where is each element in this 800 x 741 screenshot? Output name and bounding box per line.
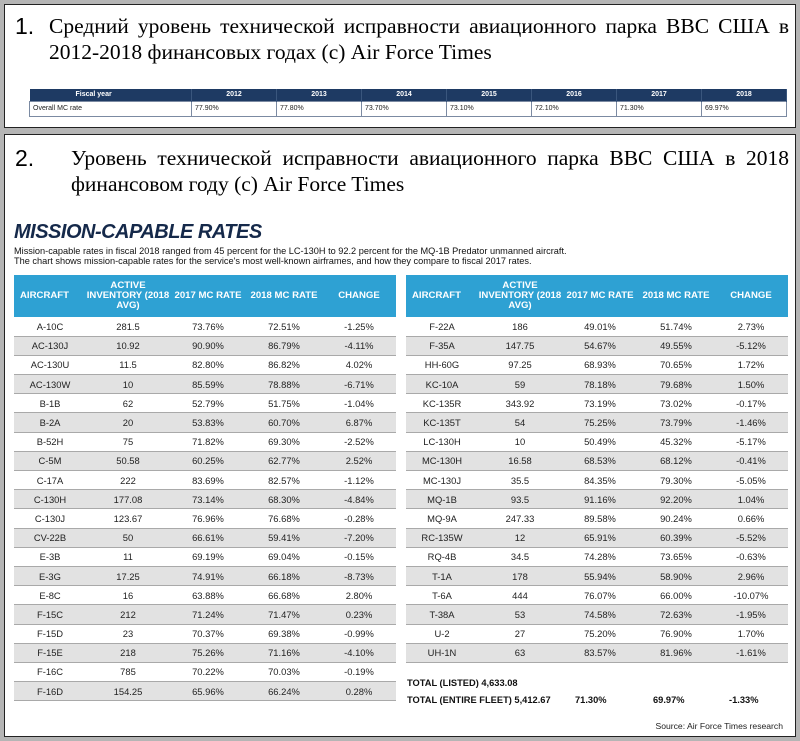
change-cell: -7.20%	[322, 528, 396, 547]
panel-fiscal-years	[4, 4, 796, 128]
table-row	[14, 566, 396, 585]
aircraft-cell: KC-10A	[406, 375, 478, 394]
table-row	[406, 317, 788, 336]
table-row	[14, 336, 396, 355]
inventory-cell: 222	[86, 471, 170, 490]
inventory-cell: 75	[86, 432, 170, 451]
rate-2018-cell: 73.02%	[638, 394, 714, 413]
table-row	[14, 662, 396, 681]
aircraft-cell: E-8C	[14, 586, 86, 605]
rate-2017-cell: 71.24%	[170, 605, 246, 624]
change-cell: -0.41%	[714, 451, 788, 470]
inventory-cell: 147.75	[478, 336, 562, 355]
aircraft-cell: LC-130H	[406, 432, 478, 451]
change-cell: -5.52%	[714, 528, 788, 547]
aircraft-cell: MC-130J	[406, 471, 478, 490]
rate-2018-cell: 81.96%	[638, 643, 714, 662]
change-cell: -0.28%	[322, 509, 396, 528]
fiscal-year-table	[29, 89, 787, 117]
inventory-cell: 218	[86, 643, 170, 662]
col-change: CHANGE	[714, 275, 788, 317]
inventory-cell: 12	[478, 528, 562, 547]
aircraft-cell: F-15E	[14, 643, 86, 662]
table-row	[406, 394, 788, 413]
inventory-cell: 50.58	[86, 451, 170, 470]
rate-2017-cell: 75.25%	[562, 413, 638, 432]
rate-2018-cell: 69.38%	[246, 624, 322, 643]
aircraft-cell: F-15D	[14, 624, 86, 643]
change-cell: -0.15%	[322, 547, 396, 566]
change-cell: 0.28%	[322, 682, 396, 701]
inventory-cell: 154.25	[86, 682, 170, 701]
aircraft-cell: MQ-1B	[406, 490, 478, 509]
mc-rate-value: 73.10%	[447, 101, 532, 116]
aircraft-cell: F-22A	[406, 317, 478, 336]
inventory-cell: 34.5	[478, 547, 562, 566]
change-cell: -1.95%	[714, 605, 788, 624]
inventory-cell: 11.5	[86, 355, 170, 374]
change-cell: -5.12%	[714, 336, 788, 355]
total-fleet-label: TOTAL (ENTIRE FLEET) 5,412.67	[407, 695, 551, 705]
change-cell: 0.23%	[322, 605, 396, 624]
total-listed: TOTAL (LISTED) 4,633.08	[407, 678, 518, 688]
table-row	[406, 566, 788, 585]
aircraft-cell: U-2	[406, 624, 478, 643]
change-cell: 1.72%	[714, 355, 788, 374]
aircraft-cell: F-15C	[14, 605, 86, 624]
aircraft-cell: T-1A	[406, 566, 478, 585]
aircraft-cell: C-5M	[14, 451, 86, 470]
rate-2018-cell: 79.30%	[638, 471, 714, 490]
rate-2018-cell: 72.51%	[246, 317, 322, 336]
table-row	[14, 624, 396, 643]
rate-2018-cell: 68.12%	[638, 451, 714, 470]
source-note: Source: Air Force Times research	[655, 721, 783, 731]
aircraft-cell: A-10C	[14, 317, 86, 336]
mc-table-right-body	[406, 317, 788, 662]
aircraft-cell: E-3G	[14, 566, 86, 585]
mc-rate-value: 69.97%	[702, 101, 787, 116]
rate-2018-cell: 86.82%	[246, 355, 322, 374]
mc-rate-value: 72.10%	[532, 101, 617, 116]
table-row	[14, 451, 396, 470]
change-cell: 4.02%	[322, 355, 396, 374]
change-cell: -5.05%	[714, 471, 788, 490]
table-row	[406, 586, 788, 605]
change-cell: -2.52%	[322, 432, 396, 451]
rate-2017-cell: 91.16%	[562, 490, 638, 509]
section-1-number: 1.	[15, 13, 35, 39]
section-1-heading	[5, 13, 789, 65]
change-cell: -5.17%	[714, 432, 788, 451]
aircraft-cell: F-16C	[14, 662, 86, 681]
rate-2017-cell: 49.01%	[562, 317, 638, 336]
table-row	[14, 413, 396, 432]
section-2-heading	[5, 145, 789, 197]
col-aircraft: AIRCRAFT	[406, 275, 478, 317]
table-row	[14, 547, 396, 566]
inventory-cell: 444	[478, 586, 562, 605]
panel-mission-capable	[4, 134, 796, 737]
overall-mc-rate-row	[30, 101, 787, 116]
rate-2017-cell: 66.61%	[170, 528, 246, 547]
mc-rate-value: 73.70%	[362, 101, 447, 116]
rate-2017-cell: 76.96%	[170, 509, 246, 528]
mc-header-row	[406, 275, 788, 317]
year-header: 2018	[702, 89, 787, 101]
inventory-cell: 177.08	[86, 490, 170, 509]
rate-2017-cell: 84.35%	[562, 471, 638, 490]
table-row	[406, 432, 788, 451]
year-header: 2013	[277, 89, 362, 101]
inventory-cell: 97.25	[478, 355, 562, 374]
col-aircraft: AIRCRAFT	[14, 275, 86, 317]
aircraft-cell: CV-22B	[14, 528, 86, 547]
rate-2017-cell: 83.69%	[170, 471, 246, 490]
change-cell: -0.63%	[714, 547, 788, 566]
inventory-cell: 11	[86, 547, 170, 566]
rate-2018-cell: 69.30%	[246, 432, 322, 451]
inventory-cell: 59	[478, 375, 562, 394]
rate-2018-cell: 51.74%	[638, 317, 714, 336]
rate-2017-cell: 69.19%	[170, 547, 246, 566]
total-fleet-2018: 69.97%	[653, 695, 685, 705]
rate-2018-cell: 66.68%	[246, 586, 322, 605]
table-row	[406, 547, 788, 566]
change-cell: -4.11%	[322, 336, 396, 355]
col-inventory: ACTIVE INVENTORY (2018 AVG)	[86, 275, 170, 317]
rate-2017-cell: 71.82%	[170, 432, 246, 451]
table-row	[14, 432, 396, 451]
rate-2018-cell: 59.41%	[246, 528, 322, 547]
rate-2017-cell: 75.20%	[562, 624, 638, 643]
rate-2017-cell: 60.25%	[170, 451, 246, 470]
rate-2018-cell: 71.16%	[246, 643, 322, 662]
year-header: 2017	[617, 89, 702, 101]
rate-2017-cell: 82.80%	[170, 355, 246, 374]
rate-2018-cell: 66.18%	[246, 566, 322, 585]
rate-2018-cell: 45.32%	[638, 432, 714, 451]
aircraft-cell: MQ-9A	[406, 509, 478, 528]
rate-2017-cell: 78.18%	[562, 375, 638, 394]
inventory-cell: 10	[478, 432, 562, 451]
rate-2018-cell: 76.90%	[638, 624, 714, 643]
intro-line-2: The chart shows mission-capable rates for the service's most well-known airframes, and how they compare to fiscal 2017 rates.	[14, 256, 532, 266]
change-cell: -4.84%	[322, 490, 396, 509]
aircraft-cell: AC-130U	[14, 355, 86, 374]
aircraft-cell: F-35A	[406, 336, 478, 355]
aircraft-cell: B-52H	[14, 432, 86, 451]
rate-2018-cell: 60.39%	[638, 528, 714, 547]
inventory-cell: 247.33	[478, 509, 562, 528]
year-header: 2014	[362, 89, 447, 101]
rate-2018-cell: 73.65%	[638, 547, 714, 566]
rate-2018-cell: 49.55%	[638, 336, 714, 355]
col-2018-rate: 2018 MC RATE	[246, 275, 322, 317]
rate-2018-cell: 71.47%	[246, 605, 322, 624]
rate-2017-cell: 53.83%	[170, 413, 246, 432]
mc-rate-value: 77.90%	[192, 101, 277, 116]
aircraft-cell: F-16D	[14, 682, 86, 701]
rate-2017-cell: 74.91%	[170, 566, 246, 585]
rate-2017-cell: 55.94%	[562, 566, 638, 585]
rate-2018-cell: 70.65%	[638, 355, 714, 374]
rate-2017-cell: 65.91%	[562, 528, 638, 547]
aircraft-cell: T-38A	[406, 605, 478, 624]
table-row	[406, 336, 788, 355]
mc-table-left	[14, 275, 396, 701]
change-cell: -4.10%	[322, 643, 396, 662]
table-row	[406, 509, 788, 528]
table-row	[406, 451, 788, 470]
aircraft-cell: AC-130W	[14, 375, 86, 394]
inventory-cell: 35.5	[478, 471, 562, 490]
rate-2018-cell: 82.57%	[246, 471, 322, 490]
col-inventory: ACTIVE INVENTORY (2018 AVG)	[478, 275, 562, 317]
col-2017-rate: 2017 MC RATE	[562, 275, 638, 317]
table-row	[14, 355, 396, 374]
table-row	[14, 509, 396, 528]
rate-2017-cell: 50.49%	[562, 432, 638, 451]
section-1-title: Средний уровень технической исправности авиационного парка ВВС США в 2012-2018 финансовых годах (с) Air Force Times	[49, 14, 789, 64]
rate-2017-cell: 73.19%	[562, 394, 638, 413]
aircraft-cell: E-3B	[14, 547, 86, 566]
rate-2017-cell: 85.59%	[170, 375, 246, 394]
rate-2018-cell: 60.70%	[246, 413, 322, 432]
inventory-cell: 785	[86, 662, 170, 681]
table-row	[14, 586, 396, 605]
rate-2018-cell: 86.79%	[246, 336, 322, 355]
inventory-cell: 17.25	[86, 566, 170, 585]
inventory-cell: 186	[478, 317, 562, 336]
table-row	[14, 471, 396, 490]
rate-2017-cell: 74.28%	[562, 547, 638, 566]
rate-2017-cell: 52.79%	[170, 394, 246, 413]
change-cell: 1.70%	[714, 624, 788, 643]
rate-2017-cell: 83.57%	[562, 643, 638, 662]
table-row	[14, 682, 396, 701]
rate-2017-cell: 90.90%	[170, 336, 246, 355]
table-row	[14, 643, 396, 662]
inventory-cell: 212	[86, 605, 170, 624]
rate-2017-cell: 65.96%	[170, 682, 246, 701]
inventory-cell: 93.5	[478, 490, 562, 509]
col-2018-rate: 2018 MC RATE	[638, 275, 714, 317]
table-row	[406, 624, 788, 643]
change-cell: -6.71%	[322, 375, 396, 394]
inventory-cell: 20	[86, 413, 170, 432]
rate-2018-cell: 78.88%	[246, 375, 322, 394]
change-cell: 2.73%	[714, 317, 788, 336]
aircraft-cell: KC-135T	[406, 413, 478, 432]
table-row	[406, 355, 788, 374]
rate-2017-cell: 54.67%	[562, 336, 638, 355]
mission-capable-title: MISSION-CAPABLE RATES	[14, 221, 262, 243]
rate-2017-cell: 89.58%	[562, 509, 638, 528]
aircraft-cell: KC-135R	[406, 394, 478, 413]
row-label: Overall MC rate	[30, 101, 192, 116]
total-fleet-change: -1.33%	[729, 695, 759, 705]
inventory-cell: 16.58	[478, 451, 562, 470]
rate-2017-cell: 74.58%	[562, 605, 638, 624]
aircraft-cell: C-130H	[14, 490, 86, 509]
table-row	[406, 528, 788, 547]
aircraft-cell: RQ-4B	[406, 547, 478, 566]
table-row	[406, 471, 788, 490]
rate-2018-cell: 90.24%	[638, 509, 714, 528]
change-cell: -1.04%	[322, 394, 396, 413]
year-header: 2015	[447, 89, 532, 101]
table-row	[14, 605, 396, 624]
inventory-cell: 16	[86, 586, 170, 605]
change-cell: -1.12%	[322, 471, 396, 490]
rate-2017-cell: 70.22%	[170, 662, 246, 681]
mc-header-row	[14, 275, 396, 317]
rate-2018-cell: 66.00%	[638, 586, 714, 605]
aircraft-cell: MC-130H	[406, 451, 478, 470]
fiscal-year-header-label: Fiscal year	[30, 89, 192, 101]
table-row	[406, 413, 788, 432]
change-cell: 2.96%	[714, 566, 788, 585]
rate-2017-cell: 63.88%	[170, 586, 246, 605]
inventory-cell: 281.5	[86, 317, 170, 336]
rate-2017-cell: 68.93%	[562, 355, 638, 374]
mc-table-right	[406, 275, 788, 663]
mc-rate-value: 77.80%	[277, 101, 362, 116]
change-cell: -1.61%	[714, 643, 788, 662]
rate-2018-cell: 72.63%	[638, 605, 714, 624]
table-row	[14, 317, 396, 336]
inventory-cell: 62	[86, 394, 170, 413]
aircraft-cell: RC-135W	[406, 528, 478, 547]
inventory-cell: 63	[478, 643, 562, 662]
inventory-cell: 343.92	[478, 394, 562, 413]
table-row	[14, 375, 396, 394]
rate-2018-cell: 70.03%	[246, 662, 322, 681]
inventory-cell: 23	[86, 624, 170, 643]
rate-2017-cell: 75.26%	[170, 643, 246, 662]
aircraft-cell: B-2A	[14, 413, 86, 432]
rate-2018-cell: 92.20%	[638, 490, 714, 509]
table-row	[14, 490, 396, 509]
rate-2018-cell: 76.68%	[246, 509, 322, 528]
rate-2017-cell: 73.14%	[170, 490, 246, 509]
change-cell: -0.99%	[322, 624, 396, 643]
rate-2018-cell: 58.90%	[638, 566, 714, 585]
rate-2018-cell: 73.79%	[638, 413, 714, 432]
table-row	[406, 375, 788, 394]
change-cell: 1.50%	[714, 375, 788, 394]
rate-2017-cell: 76.07%	[562, 586, 638, 605]
change-cell: -0.19%	[322, 662, 396, 681]
table-row	[406, 643, 788, 662]
rate-2018-cell: 68.30%	[246, 490, 322, 509]
rate-2018-cell: 66.24%	[246, 682, 322, 701]
rate-2018-cell: 62.77%	[246, 451, 322, 470]
section-2-number: 2.	[15, 145, 35, 171]
aircraft-cell: UH-1N	[406, 643, 478, 662]
change-cell: -10.07%	[714, 586, 788, 605]
intro-line-1: Mission-capable rates in fiscal 2018 ranged from 45 percent for the LC-130H to 92.2 percent for the MQ-1B Predator unmanned aircraft.	[14, 246, 567, 256]
rate-2018-cell: 69.04%	[246, 547, 322, 566]
aircraft-cell: T-6A	[406, 586, 478, 605]
table-row	[406, 490, 788, 509]
rate-2017-cell: 73.76%	[170, 317, 246, 336]
mc-rate-value: 71.30%	[617, 101, 702, 116]
aircraft-cell: B-1B	[14, 394, 86, 413]
rate-2018-cell: 51.75%	[246, 394, 322, 413]
change-cell: -1.46%	[714, 413, 788, 432]
rate-2018-cell: 79.68%	[638, 375, 714, 394]
change-cell: -1.25%	[322, 317, 396, 336]
inventory-cell: 53	[478, 605, 562, 624]
inventory-cell: 50	[86, 528, 170, 547]
section-2-title: Уровень технической исправности авиационного парка ВВС США в 2018 финансовом году (с) Air Force Times	[71, 146, 789, 196]
inventory-cell: 27	[478, 624, 562, 643]
change-cell: 1.04%	[714, 490, 788, 509]
rate-2017-cell: 68.53%	[562, 451, 638, 470]
total-fleet-2017: 71.30%	[575, 695, 607, 705]
inventory-cell: 123.67	[86, 509, 170, 528]
rate-2017-cell: 70.37%	[170, 624, 246, 643]
aircraft-cell: AC-130J	[14, 336, 86, 355]
col-change: CHANGE	[322, 275, 396, 317]
col-2017-rate: 2017 MC RATE	[170, 275, 246, 317]
change-cell: -0.17%	[714, 394, 788, 413]
aircraft-cell: C-17A	[14, 471, 86, 490]
change-cell: 6.87%	[322, 413, 396, 432]
table-row	[406, 605, 788, 624]
inventory-cell: 54	[478, 413, 562, 432]
change-cell: -8.73%	[322, 566, 396, 585]
year-header: 2016	[532, 89, 617, 101]
inventory-cell: 10.92	[86, 336, 170, 355]
aircraft-cell: HH-60G	[406, 355, 478, 374]
table-row	[14, 394, 396, 413]
table-row	[14, 528, 396, 547]
fiscal-year-header-row	[30, 89, 787, 101]
change-cell: 2.52%	[322, 451, 396, 470]
aircraft-cell: C-130J	[14, 509, 86, 528]
year-header: 2012	[192, 89, 277, 101]
inventory-cell: 178	[478, 566, 562, 585]
change-cell: 0.66%	[714, 509, 788, 528]
change-cell: 2.80%	[322, 586, 396, 605]
mc-table-left-body	[14, 317, 396, 701]
inventory-cell: 10	[86, 375, 170, 394]
